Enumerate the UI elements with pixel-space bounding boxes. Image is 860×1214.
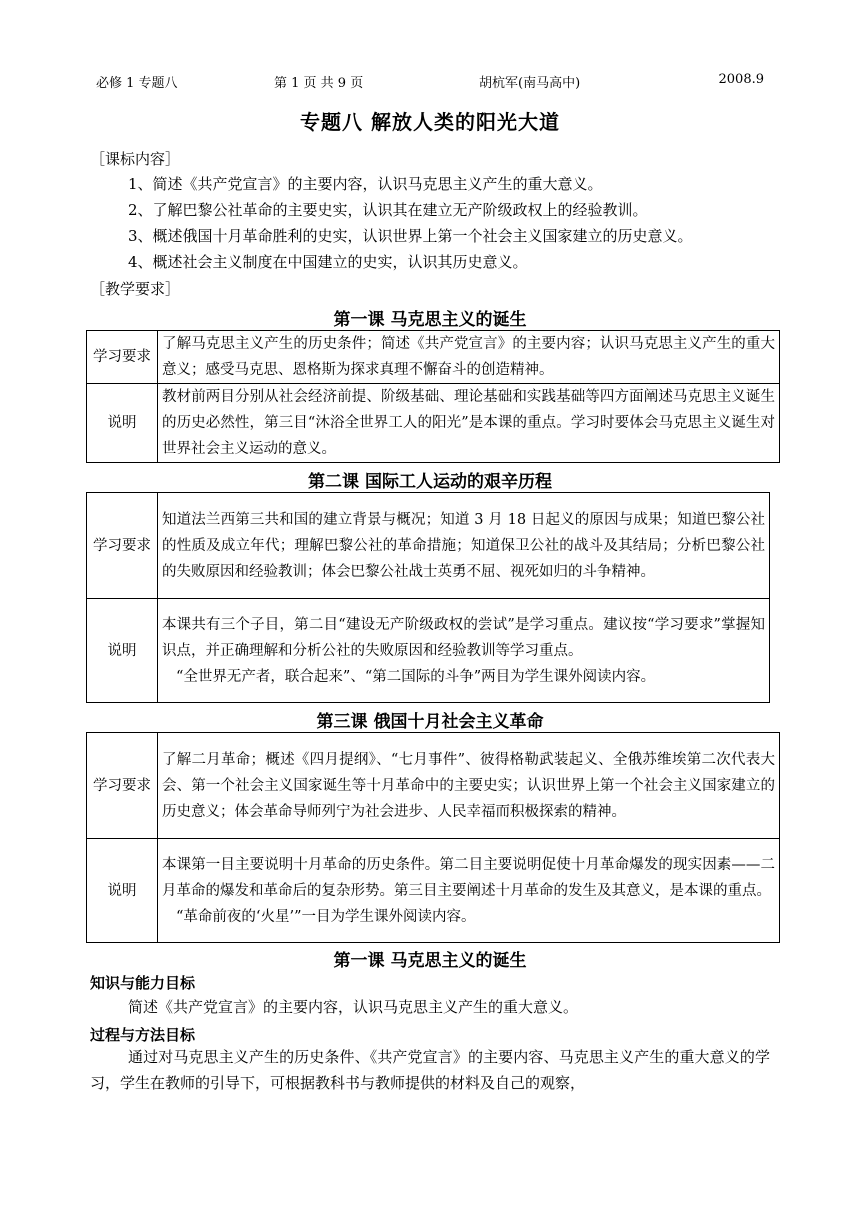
standard-item: 2、了解巴黎公社革命的主要史实，认识其在建立无产阶级政权上的经验教训。 <box>128 201 648 219</box>
lesson-1-title: 第一课 马克思主义的诞生 <box>333 310 527 330</box>
note-label: 说明 <box>87 384 158 463</box>
req-text: 了解二月革命；概述《四月提纲》、“七月事件”、彼得格勒武装起义、全俄苏维埃第二次代表大会、第一个社会主义国家诞生等十月革命中的主要史实；认识世界上第一个社会主义国家建立的历史意义；体会革命导师列宁为社会进步、人民幸福而积极探索的精神。 <box>158 733 780 839</box>
req-label: 学习要求 <box>87 331 158 384</box>
page-header <box>96 72 776 92</box>
note-text-extra: “革命前夜的‘火星’”一目为学生课外阅读内容。 <box>176 908 476 925</box>
standard-item: 4、概述社会主义制度在中国建立的史实，认识其历史意义。 <box>128 253 528 271</box>
lesson-3-table <box>86 732 780 943</box>
standards-heading: ［课标内容］ <box>90 150 181 168</box>
note-label: 说明 <box>87 839 158 943</box>
note-label: 说明 <box>87 599 158 703</box>
document-title: 专题八 解放人类的阳光大道 <box>300 110 560 134</box>
lesson-2-table <box>86 492 770 703</box>
knowledge-text: 简述《共产党宣言》的主要内容，认识马克思主义产生的重大意义。 <box>128 998 579 1016</box>
note-text-extra: “全世界无产者，联合起来”、“第二国际的斗争”两目为学生课外阅读内容。 <box>176 668 656 685</box>
note-cell <box>158 839 780 943</box>
req-text: 了解马克思主义产生的历史条件；简述《共产党宣言》的主要内容；认识马克思主义产生的重大意义；感受马克思、恩格斯为探求真理不懈奋斗的创造精神。 <box>158 331 780 384</box>
process-text: 通过对马克思主义产生的历史条件、《共产党宣言》的主要内容、马克思主义产生的重大意义的学习，学生在教师的引导下，可根据教科书与教师提供的材料及自己的观察， <box>90 1048 770 1092</box>
lesson-3-title: 第三课 俄国十月社会主义革命 <box>316 712 544 732</box>
note-text: 教材前两目分别从社会经济前提、阶级基础、理论基础和实践基础等四方面阐述马克思主义诞生的历史必然性，第三目“沐浴全世界工人的阳光”是本课的重点。学习时要体会马克思主义诞生对世界社会主义运动的意义。 <box>158 384 780 463</box>
header-author: 胡杭军(南马高中) <box>479 76 581 91</box>
header-date: 2008.9 <box>718 72 764 87</box>
lesson-2-title: 第二课 国际工人运动的艰辛历程 <box>308 472 552 492</box>
process-heading: 过程与方法目标 <box>90 1026 196 1044</box>
standards-list <box>90 171 780 275</box>
standard-item: 3、概述俄国十月革命胜利的史实，认识世界上第一个社会主义国家建立的历史意义。 <box>128 227 693 245</box>
note-text: 本课共有三个子目，第二目“建设无产阶级政权的尝试”是学习重点。建议按“学习要求”掌握知识点，并正确理解和分析公社的失败原因和经验教训等学习重点。 <box>162 616 765 659</box>
standard-item: 1、简述《共产党宣言》的主要内容，认识马克思主义产生的重大意义。 <box>128 175 603 193</box>
lesson-detail-title: 第一课 马克思主义的诞生 <box>333 951 527 971</box>
lesson-1-table <box>86 330 780 463</box>
note-cell <box>158 599 770 703</box>
header-course: 必修 1 专题八 <box>96 76 178 91</box>
req-label: 学习要求 <box>87 493 158 599</box>
teaching-heading: ［教学要求］ <box>90 280 181 298</box>
header-page-number: 第 1 页 共 9 页 <box>274 76 364 91</box>
req-text: 知道法兰西第三共和国的建立背景与概况；知道 3 月 18 日起义的原因与成果；知道巴黎公社的性质及成立年代；理解巴黎公社的革命措施；知道保卫公社的战斗及其结局；分析巴黎公社的失败原因和经验教训；体会巴黎公社战士英勇不屈、视死如归的斗争精神。 <box>158 493 770 599</box>
req-label: 学习要求 <box>87 733 158 839</box>
note-text: 本课第一目主要说明十月革命的历史条件。第二目主要说明促使十月革命爆发的现实因素——二月革命的爆发和革命后的复杂形势。第三目主要阐述十月革命的发生及其意义，是本课的重点。 <box>162 856 775 899</box>
knowledge-heading: 知识与能力目标 <box>90 974 196 992</box>
